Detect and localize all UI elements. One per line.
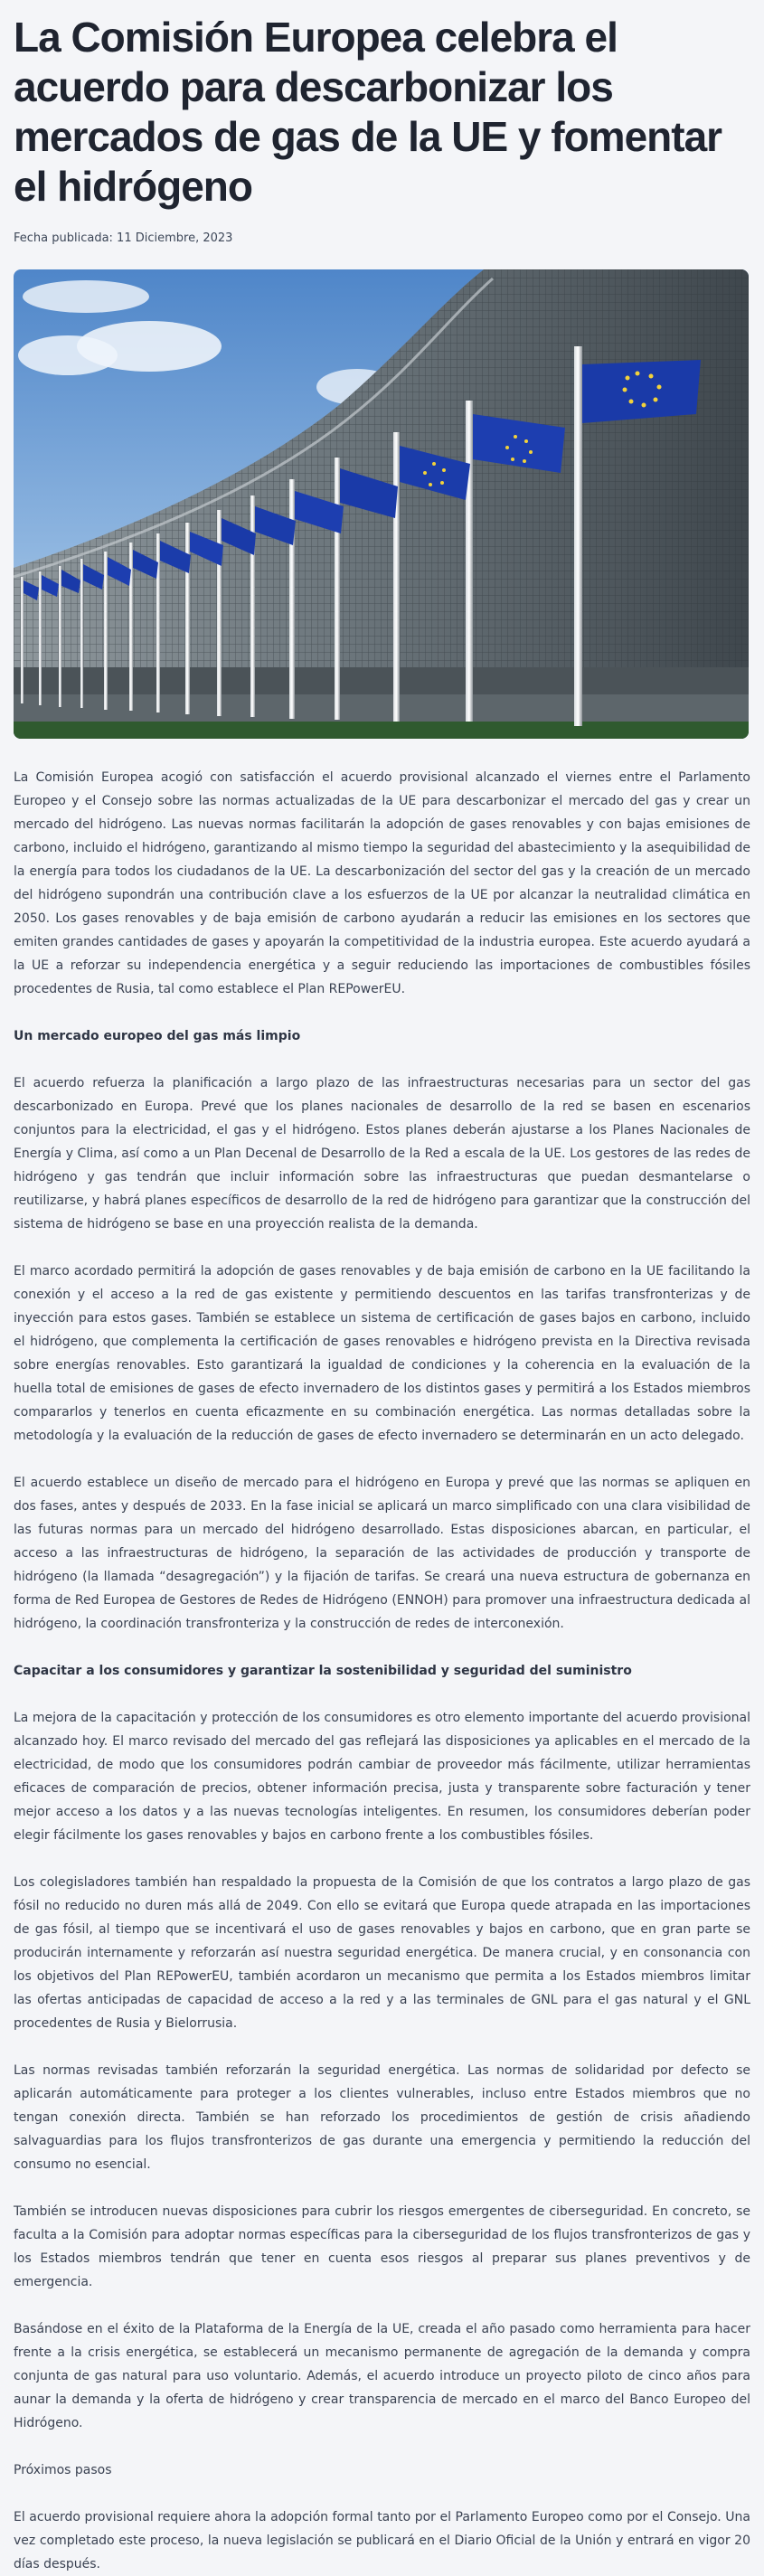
section-heading: Capacitar a los consumidores y garantizar la sostenibilidad y seguridad del suministro [14, 1664, 632, 1678]
paragraph: El acuerdo refuerza la planificación a largo plazo de las infraestructuras necesarias para un sector del gas descarbonizado en Europa. Prevé que los planes nacionales de desarrollo de la red se basen en escenarios conjuntos para la electricidad, el gas y el hidrógeno. Estos planes deberán ajustarse a los Planes Nacionales de Energía y Clima, así como a un Plan Decenal de Desarrollo de la Red a escala de la UE. Los gestores de las redes de hidrógeno y gas tendrán que incluir información sobre las infraestructuras que puedan desmantelarse o reutilizarse, y habrá planes específicos de desarrollo de la red de hidrógeno para garantizar que la construcción del sistema de hidrógeno se base en una proyección realista de la demanda. [14, 1076, 750, 1231]
paragraph: Basándose en el éxito de la Plataforma de la Energía de la UE, creada el año pasado como herramienta para hacer frente a la crisis energética, se establecerá un mecanismo permanente de agregación de la demanda y compra conjunta de gas natural para uso voluntario. Además, el acuerdo introduce un proyecto piloto de cinco años para aunar la demanda y la oferta de hidrógeno y crear transparencia de mercado en el marco del Banco Europeo del Hidrógeno. [14, 2322, 750, 2430]
page-title: La Comisión Europea celebra el acuerdo para descarbonizar los mercados de gas de la UE y fomentar el hidrógeno [14, 14, 722, 210]
paragraph: Los colegisladores también han respaldado la propuesta de la Comisión de que los contratos a largo plazo de gas fósil no reducido no duren más allá de 2049. Con ello se evitará que Europa quede atrapada en las importaciones de gas fósil, al tiempo que se incentivará el uso de gases renovables y bajos en carbono, que en gran parte se producirán internamente y reforzarán así nuestra seguridad energética. De manera crucial, y en consonancia con los objetivos del Plan REPowerEU, también acordaron un mecanismo que permita a los Estados miembros limitar las ofertas anticipadas de capacidad de acceso a la red y a las terminales de GNL para el gas natural y el GNL procedentes de Rusia y Bielorrusia. [14, 1875, 750, 2031]
paragraph: El acuerdo provisional requiere ahora la adopción formal tanto por el Parlamento Europeo como por el Consejo. Una vez completado este proceso, la nueva legislación se publicará en el Diario Oficial de la Unión y entrará en vigor 20 días después. [14, 2510, 750, 2571]
article-body [14, 766, 750, 2576]
paragraph: También se introducen nuevas disposiciones para cubrir los riesgos emergentes de ciberseguridad. En concreto, se faculta a la Comisión para adoptar normas específicas para la ciberseguridad de los flujos transfronterizos de gas y los Estados miembros tendrán que tener en cuenta esos riesgos al preparar sus planes preventivos y de emergencia. [14, 2204, 750, 2289]
section-heading: Un mercado europeo del gas más limpio [14, 1029, 301, 1043]
paragraph: El acuerdo establece un diseño de mercado para el hidrógeno en Europa y prevé que las normas se apliquen en dos fases, antes y después de 2033. En la fase inicial se aplicará un marco simplificado con una clara visibilidad de las futuras normas para un mercado del hidrógeno desarrollado. Estas disposiciones abarcan, en particular, el acceso a las infraestructuras de hidrógeno, la separación de las actividades de producción y transporte de hidrógeno (la llamada “desagregación”) y la fijación de tarifas. Se creará una nueva estructura de gobernanza en forma de Red Europea de Gestores de Redes de Hidrógeno (ENNOH) para promover una infraestructura dedicada al hidrógeno, la coordinación transfronteriza y la construcción de redes de interconexión. [14, 1476, 750, 1631]
publish-date: Fecha publicada: 11 Diciembre, 2023 [14, 231, 233, 245]
paragraph: La Comisión Europea acogió con satisfacción el acuerdo provisional alcanzado el viernes entre el Parlamento Europeo y el Consejo sobre las normas actualizadas de la UE para descarbonizar el mercado del gas y crear un mercado del hidrógeno. Las nuevas normas facilitarán la adopción de gases renovables y con bajas emisiones de carbono, incluido el hidrógeno, garantizando al mismo tiempo la seguridad del abastecimiento y la asequibilidad de la energía para todos los ciudadanos de la UE. La descarbonización del sector del gas y la creación de un mercado del hidrógeno supondrán una contribución clave a los esfuerzos de la UE por alcanzar la neutralidad climática en 2050. Los gases renovables y de baja emisión de carbono ayudarán a reducir las emisiones en los sectores que emiten grandes cantidades de gases y apoyarán la competitividad de la industria europea. Este acuerdo ayudará a la UE a reforzar su independencia energética y a seguir reduciendo las importaciones de combustibles fósiles procedentes de Rusia, tal como establece el Plan REPowerEU. [14, 770, 750, 996]
article-page [0, 9, 764, 2576]
hero-image [14, 269, 749, 739]
paragraph: La mejora de la capacitación y protección de los consumidores es otro elemento importante del acuerdo provisional alcanzado hoy. El marco revisado del mercado del gas reflejará las disposiciones ya aplicables en el mercado de la electricidad, de modo que los consumidores podrán cambiar de proveedor más fácilmente, utilizar herramientas eficaces de comparación de precios, obtener información precisa, justa y transparente sobre facturación y tener mejor acceso a los datos y a las nuevas tecnologías inteligentes. En resumen, los consumidores deberían poder elegir fácilmente los gases renovables y bajos en carbono frente a los combustibles fósiles. [14, 1711, 750, 1843]
paragraph: Las normas revisadas también reforzarán la seguridad energética. Las normas de solidaridad por defecto se aplicarán automáticamente para proteger a los clientes vulnerables, incluso entre Estados miembros que no tengan conexión directa. También se han reforzado los procedimientos de gestión de crisis añadiendo salvaguardias para los flujos transfronterizos de gas durante una emergencia y permitiendo la reducción del consumo no esencial. [14, 2063, 750, 2172]
paragraph: El marco acordado permitirá la adopción de gases renovables y de baja emisión de carbono en la UE facilitando la conexión y el acceso a la red de gas existente y permitiendo descuentos en las tarifas transfronterizas y de inyección para estos gases. También se establece un sistema de certificación de gases bajos en carbono, incluido el hidrógeno, que complementa la certificación de gases renovables e hidrógeno prevista en la Directiva revisada sobre energías renovables. Esto garantizará la igualdad de condiciones y la coherencia en la evaluación de la huella total de emisiones de gases de efecto invernadero de los distintos gases y permitirá a los Estados miembros compararlos y tenerlos en cuenta eficazmente en su combinación energética. Las normas detalladas sobre la metodología y la evaluación de la reducción de gases de efecto invernadero se determinarán en un acto delegado. [14, 1264, 750, 1443]
section-heading: Próximos pasos [14, 2463, 112, 2477]
